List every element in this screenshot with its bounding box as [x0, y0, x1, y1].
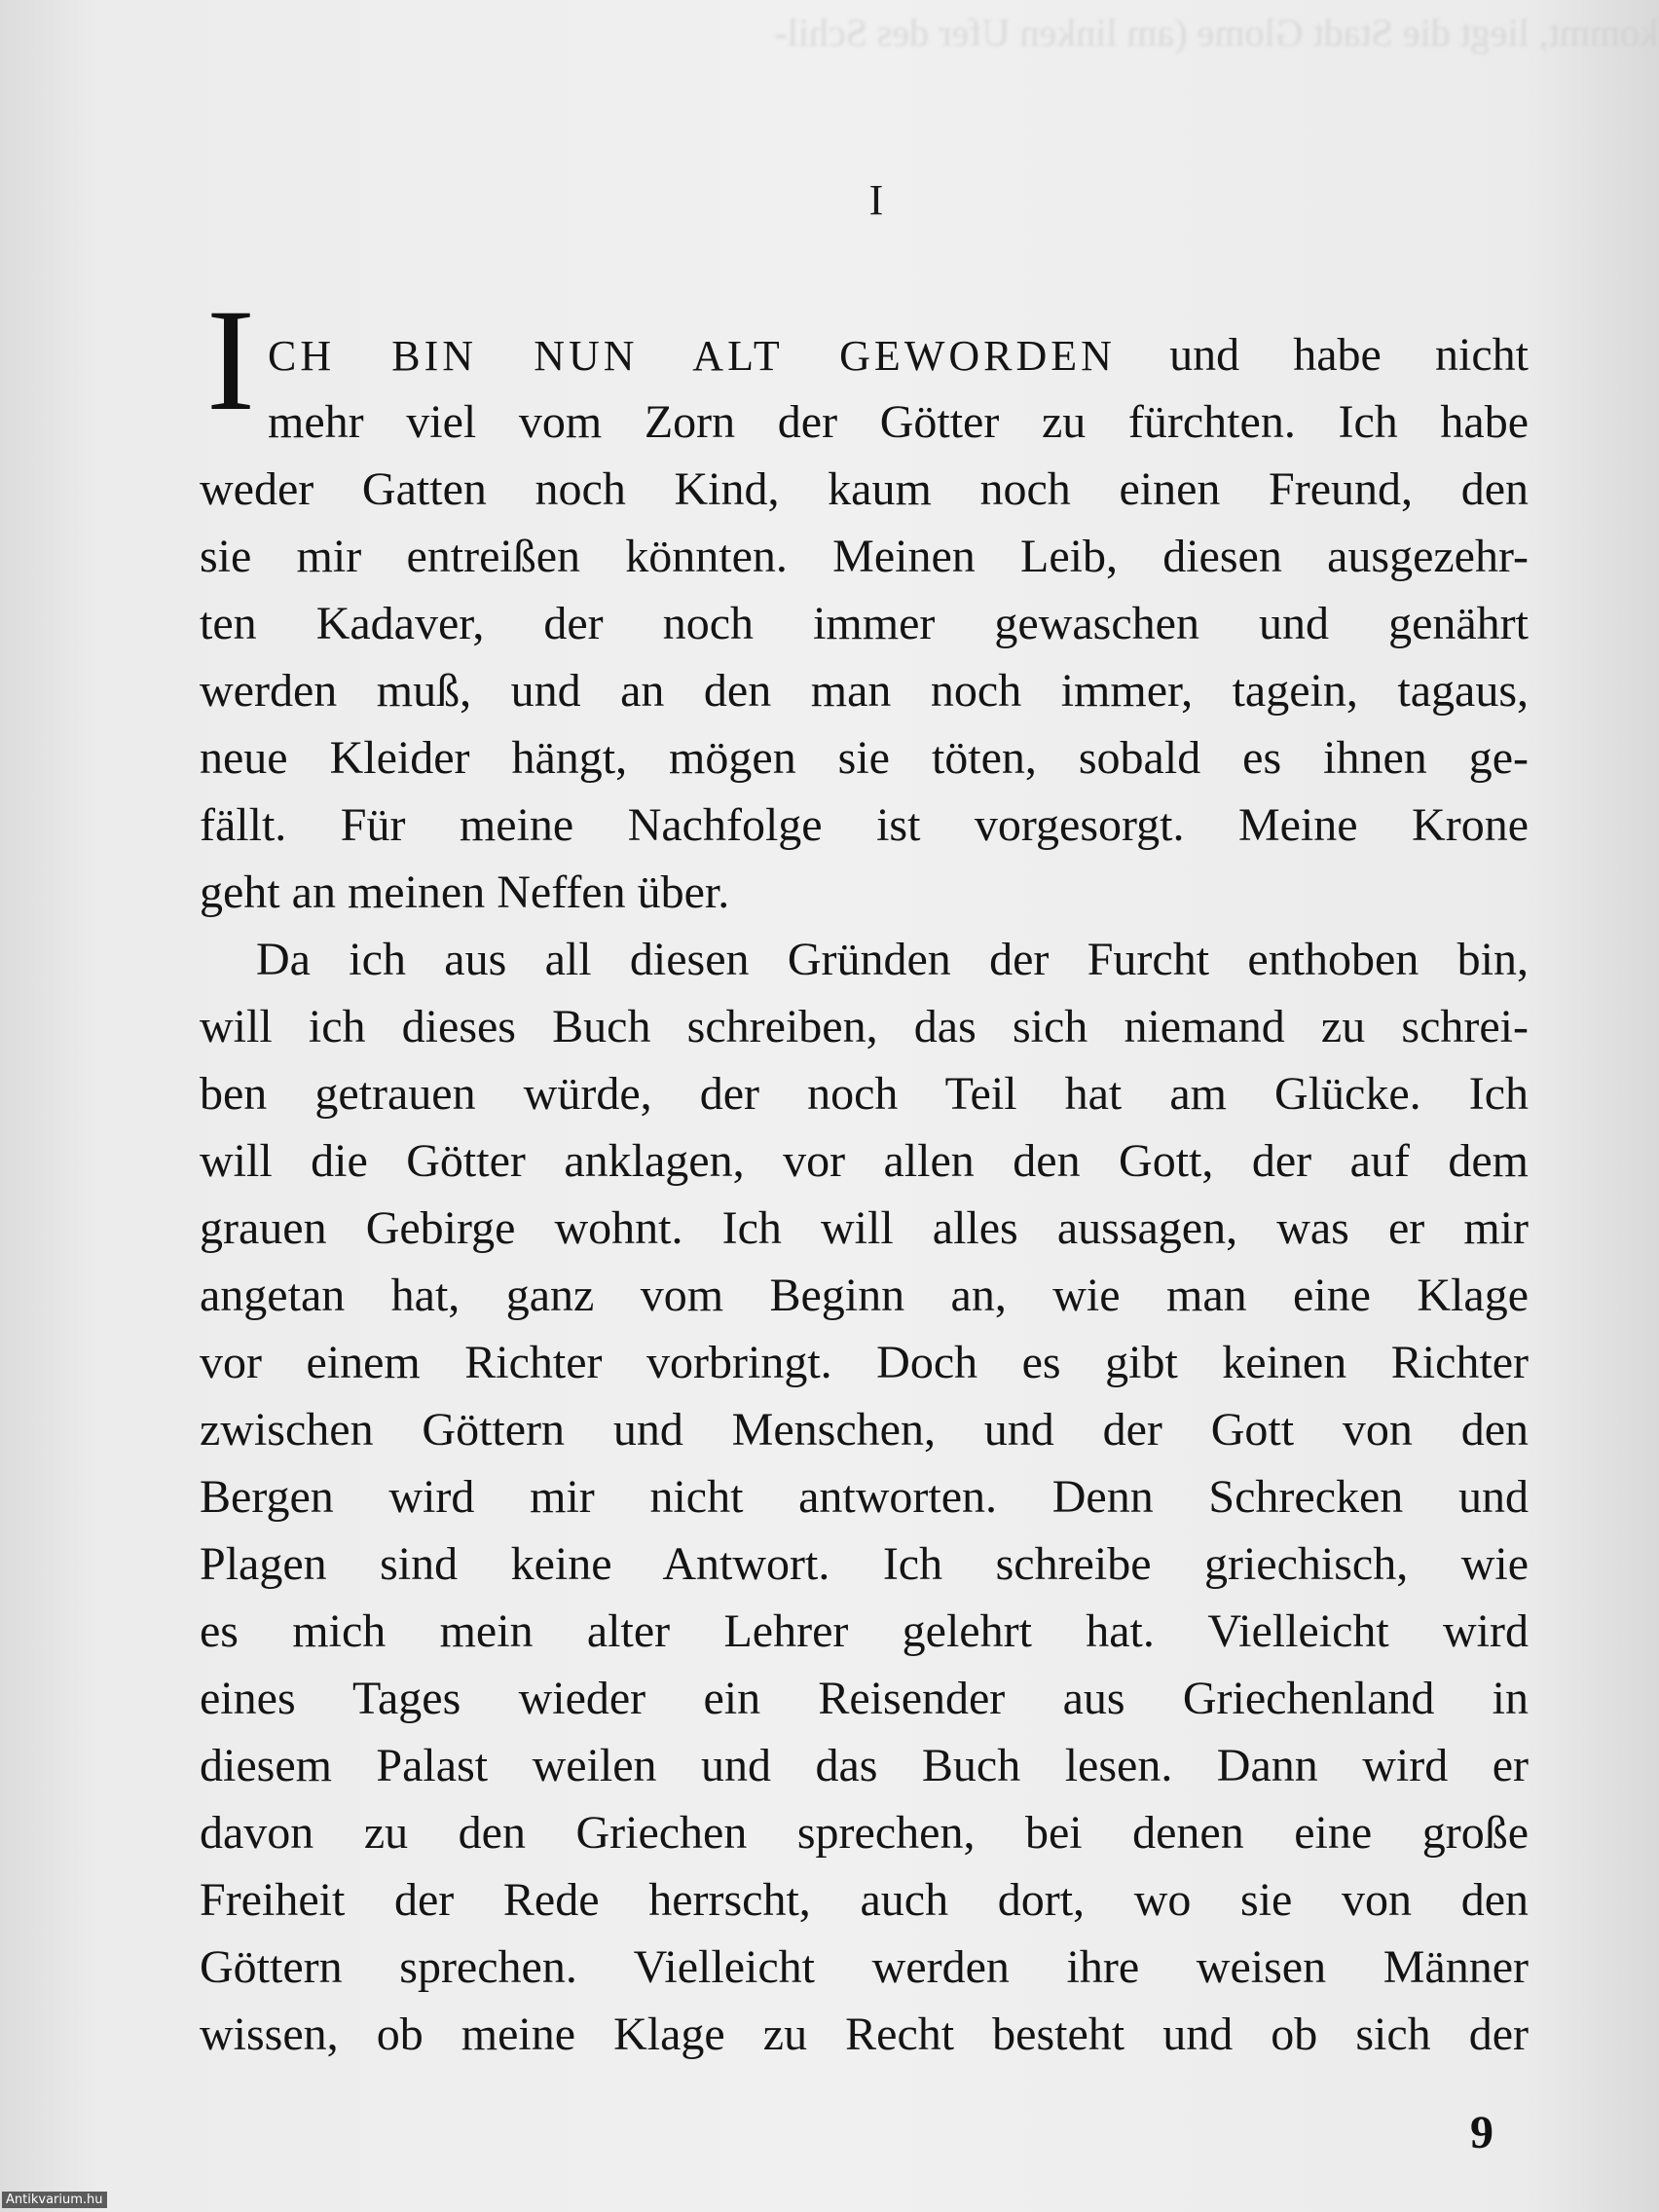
text-line: wissen, ob meine Klage zu Recht besteht und ob sich der	[200, 2009, 1529, 2060]
opening-smallcaps: CH BIN NUN ALT GEWORDEN	[268, 332, 1116, 380]
text-line: Göttern sprechen. Vielleicht werden ihre weisen Männer	[200, 1941, 1529, 1993]
text-line: Da ich aus all diesen Gründen der Furcht enthoben bin,	[256, 934, 1529, 985]
watermark: Antikvarium.hu	[2, 2192, 107, 2208]
text-line: ben getrauen würde, der noch Teil hat am Glücke. Ich	[200, 1068, 1529, 1120]
text-line: Plagen sind keine Antwort. Ich schreibe griechisch, wie	[200, 1538, 1529, 1590]
opening-line-rest: und habe nicht	[1115, 329, 1529, 381]
text-line: will ich dieses Buch schreiben, das sich niemand zu schrei-	[200, 1001, 1529, 1052]
text-line: zwischen Göttern und Menschen, und der Gott von den	[200, 1404, 1529, 1456]
text-line: davon zu den Griechen sprechen, bei denen eine große	[200, 1807, 1529, 1859]
text-line: Bergen wird mir nicht antworten. Denn Schrecken und	[200, 1471, 1529, 1523]
body-text	[200, 321, 1529, 2068]
page-number: 9	[1470, 2107, 1493, 2158]
chapter-number: I	[868, 176, 884, 224]
text-line: Freiheit der Rede herrscht, auch dort, wo sie von den	[200, 1874, 1529, 1926]
text-line: grauen Gebirge wohnt. Ich will alles aussagen, was er mir	[200, 1202, 1529, 1254]
text-line: es mich mein alter Lehrer gelehrt hat. Vielleicht wird	[200, 1605, 1529, 1657]
text-line: werden muß, und an den man noch immer, tagein, tagaus,	[200, 665, 1529, 717]
text-line: will die Götter anklagen, vor allen den Gott, der auf dem	[200, 1135, 1529, 1187]
drop-cap: I	[206, 279, 255, 441]
text-line: mehr viel vom Zorn der Götter zu fürchten. Ich habe	[268, 396, 1529, 448]
text-line: angetan hat, ganz vom Beginn an, wie man eine Klage	[200, 1270, 1529, 1321]
text-line: ten Kadaver, der noch immer gewaschen und genährt	[200, 598, 1529, 649]
text-line: weder Gatten noch Kind, kaum noch einen Freund, den	[200, 463, 1529, 515]
text-line: neue Kleider hängt, mögen sie töten, sobald es ihnen ge-	[200, 732, 1529, 784]
text-line: vor einem Richter vorbringt. Doch es gibt keinen Richter	[200, 1337, 1529, 1388]
text-line: eines Tages wieder ein Reisender aus Griechenland in	[200, 1673, 1529, 1724]
bleed-through-line: kommt, liegt die Stadt Glome (am linken Ufer des Schil-	[774, 11, 1659, 55]
text-line: sie mir entreißen könnten. Meinen Leib, diesen ausgezehr-	[200, 531, 1529, 582]
text-line: diesem Palast weilen und das Buch lesen. Dann wird er	[200, 1740, 1529, 1791]
text-line	[200, 321, 1529, 388]
text-line: geht an meinen Neffen über.	[200, 866, 730, 918]
text-line: fällt. Für meine Nachfolge ist vorgesorgt. Meine Krone	[200, 799, 1529, 851]
